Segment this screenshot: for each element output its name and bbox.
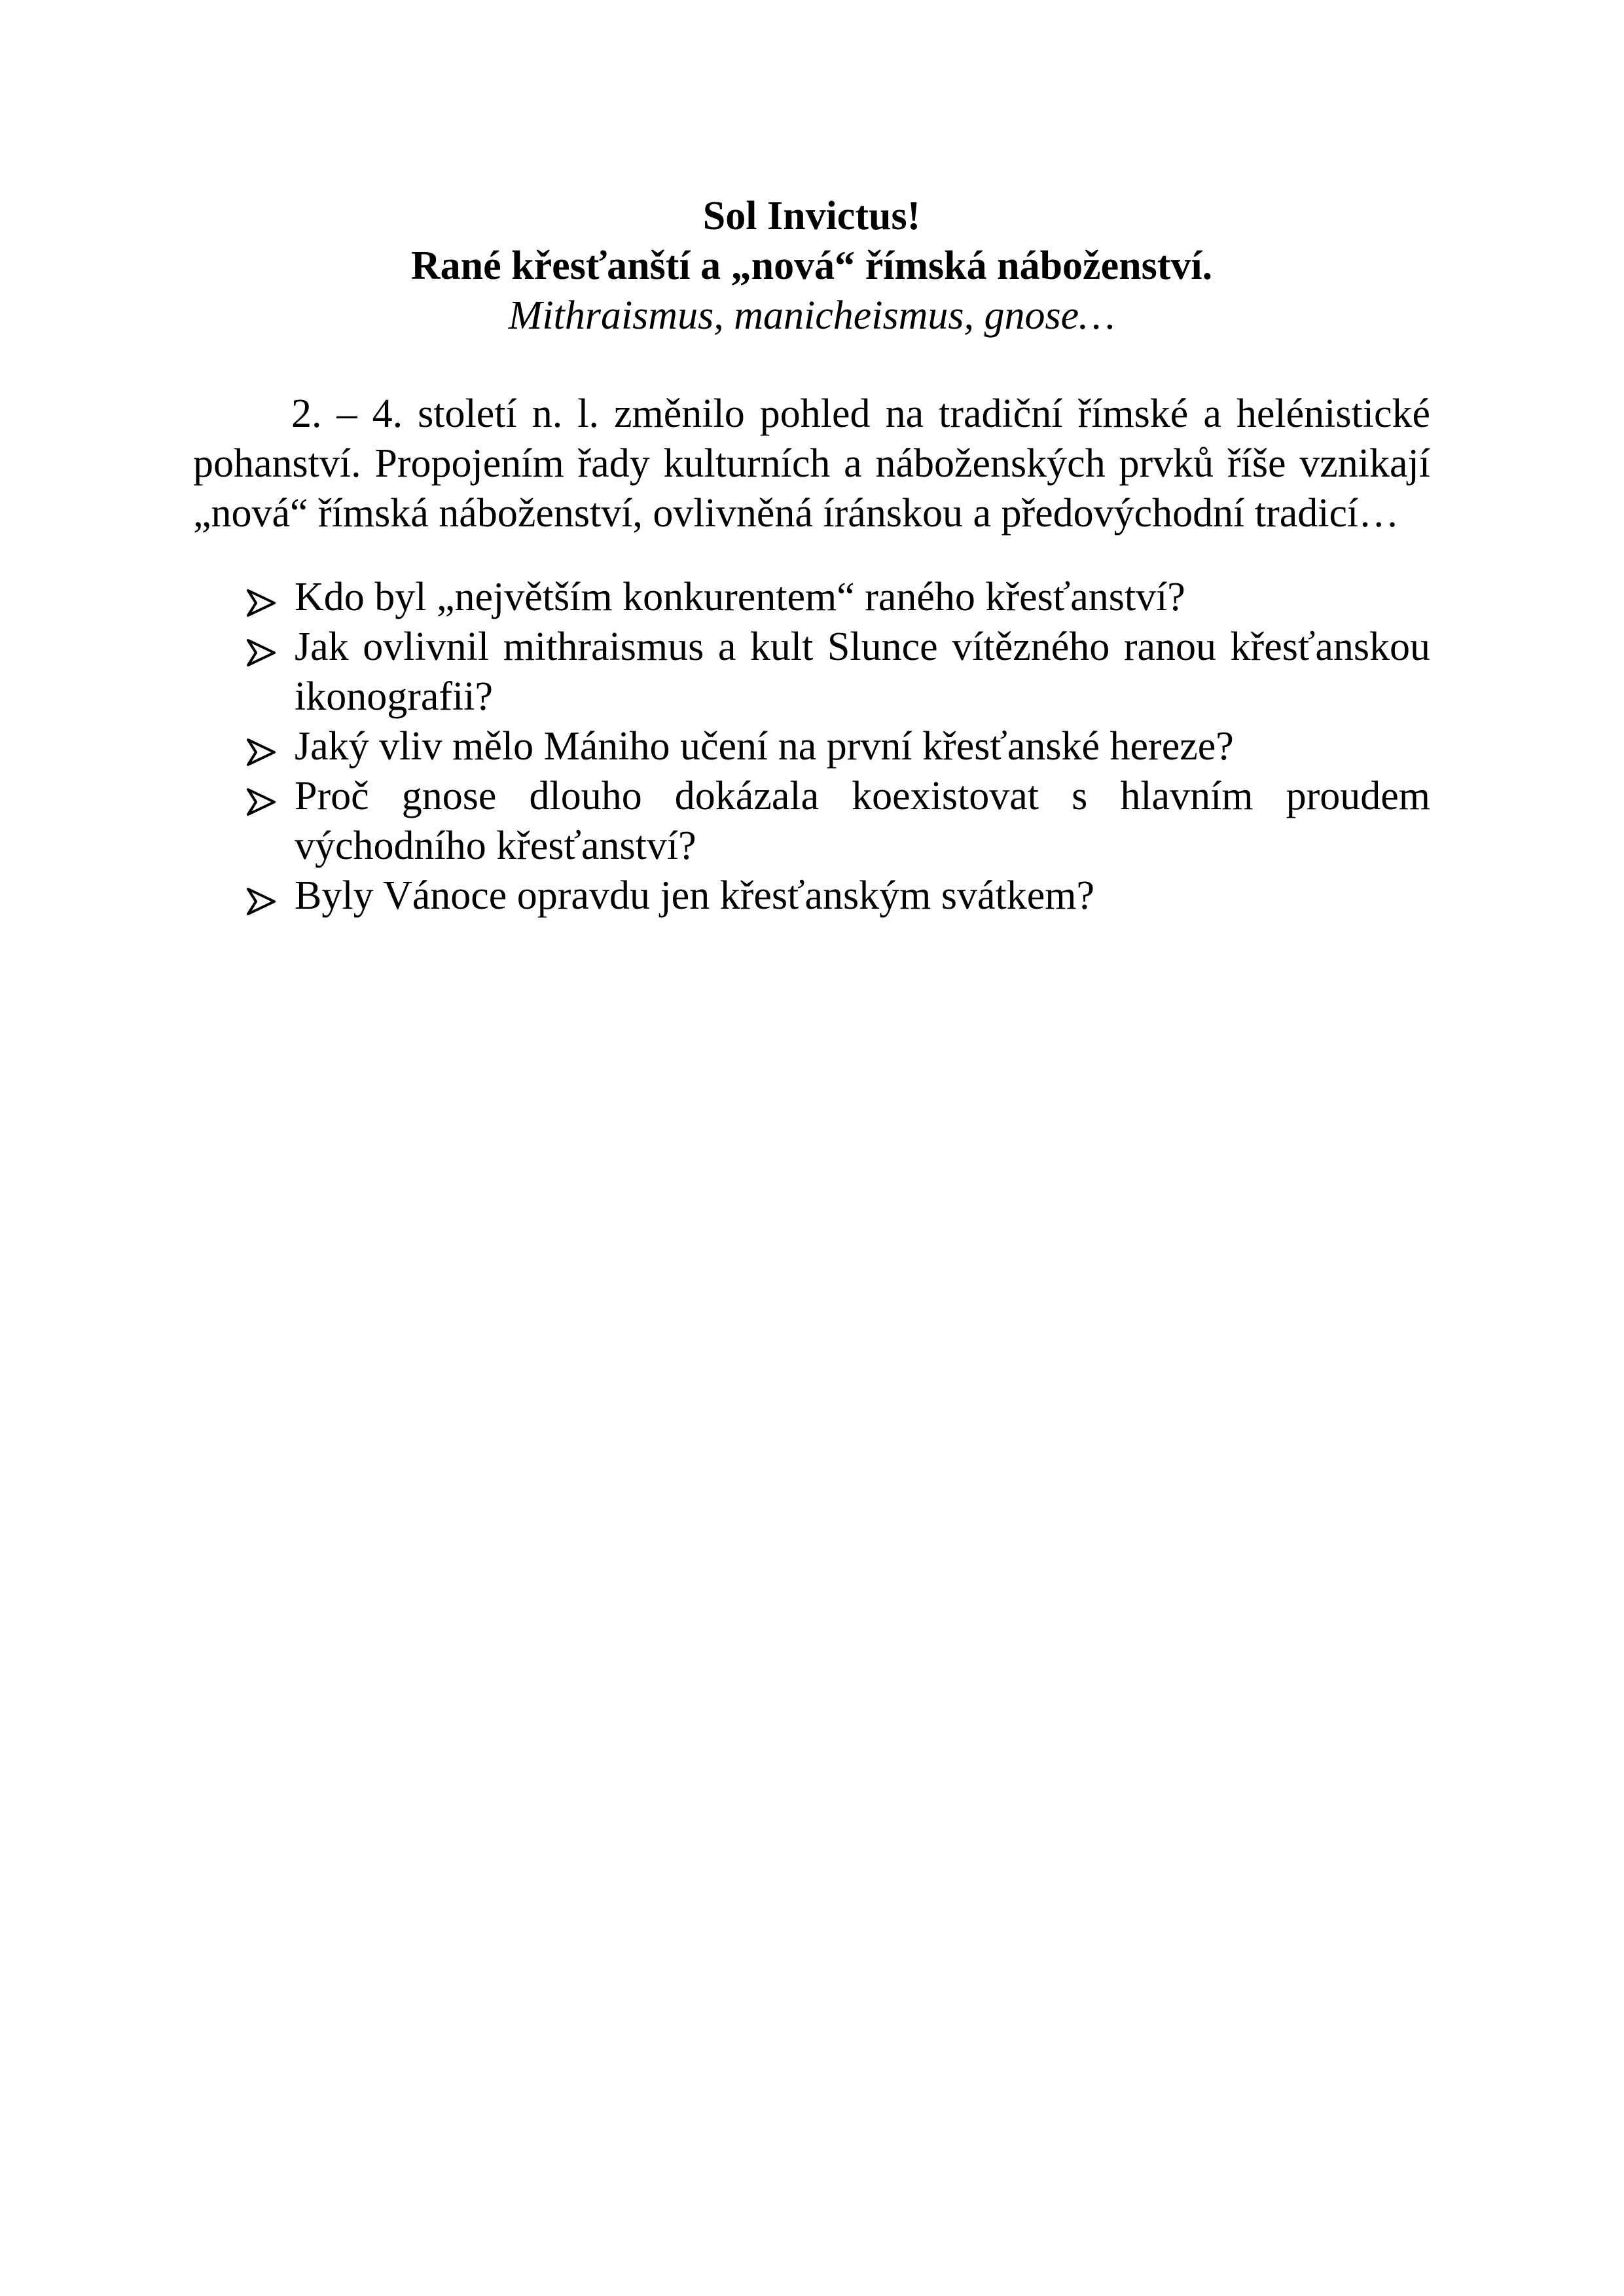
document-page bbox=[193, 191, 1430, 920]
question-text: Jaký vliv mělo Mániho učení na první křesťanské hereze? bbox=[295, 724, 1234, 769]
title-line-2: Rané křesťanští a „nová“ římská náboženství. bbox=[410, 244, 1213, 288]
list-item bbox=[193, 572, 1430, 622]
list-item bbox=[193, 771, 1430, 871]
arrowhead-bullet-icon bbox=[244, 871, 283, 920]
list-item bbox=[193, 871, 1430, 920]
question-list bbox=[193, 572, 1430, 920]
title-line-1: Sol Invictus! bbox=[702, 194, 921, 238]
intro-paragraph: 2. – 4. století n. l. změnilo pohled na tradiční římské a helénistické pohanství. Propojením řady kulturních a náboženských prvků říše vznikají „nová“ římská náboženství, ovlivněná íránskou a předovýchodní tradicí… bbox=[193, 392, 1430, 536]
document-header bbox=[193, 191, 1430, 340]
list-item bbox=[193, 721, 1430, 771]
question-text: Proč gnose dlouho dokázala koexistovat s hlavním proudem východního křesťanství? bbox=[295, 774, 1430, 868]
subtitle: Mithraismus, manicheismus, gnose… bbox=[508, 293, 1115, 338]
list-item bbox=[193, 622, 1430, 721]
question-text: Byly Vánoce opravdu jen křesťanským svátkem? bbox=[295, 873, 1094, 918]
arrowhead-bullet-icon bbox=[244, 572, 283, 622]
arrowhead-bullet-icon bbox=[244, 721, 283, 771]
arrowhead-bullet-icon bbox=[244, 771, 283, 821]
question-text: Kdo byl „největším konkurentem“ raného křesťanství? bbox=[295, 575, 1185, 619]
arrowhead-bullet-icon bbox=[244, 622, 283, 672]
question-text: Jak ovlivnil mithraismus a kult Slunce vítězného ranou křesťanskou ikonografii? bbox=[295, 625, 1430, 719]
